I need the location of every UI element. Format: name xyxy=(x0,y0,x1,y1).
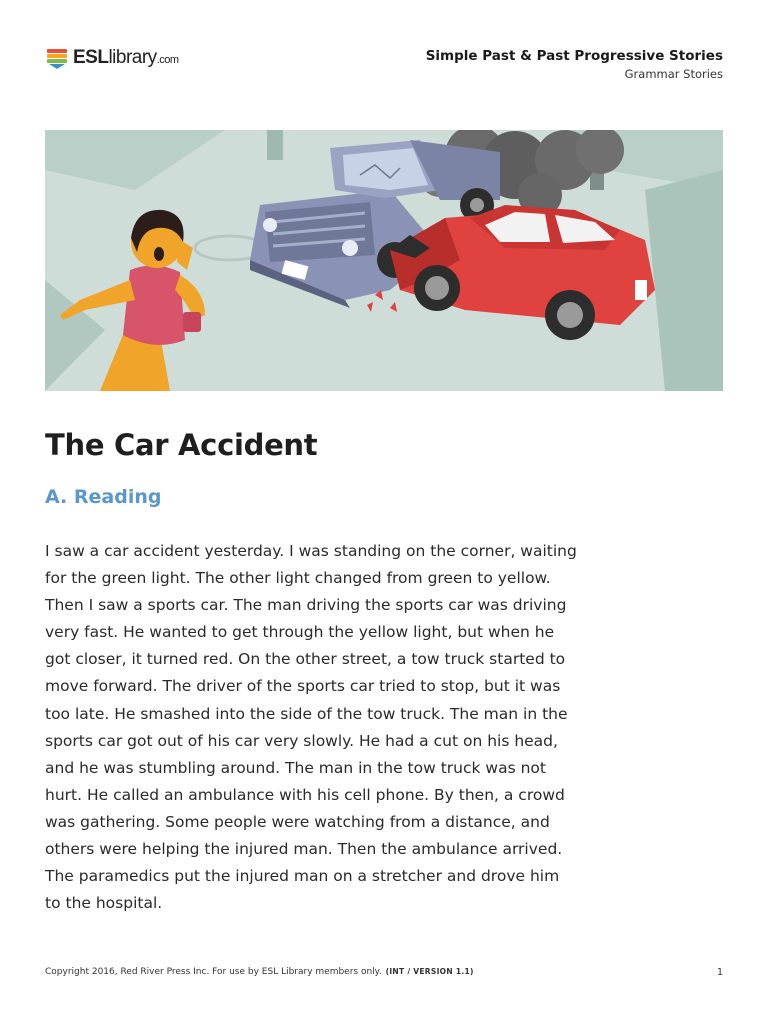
version-label: (INT / VERSION 1.1) xyxy=(385,967,474,976)
logo-word: library xyxy=(108,47,157,68)
header-subtitle: Grammar Stories xyxy=(624,67,723,81)
story-line: very fast. He wanted to get through the yellow light, but when he xyxy=(45,623,555,642)
story-line: to the hospital. xyxy=(45,894,163,913)
story-line: for the green light. The other light changed from green to yellow. xyxy=(45,569,551,588)
footer-copyright xyxy=(45,967,474,977)
woman-figure xyxy=(60,210,205,391)
reading-passage xyxy=(45,538,605,917)
story-line: sports car got out of his car very slowly. He had a cut on his head, xyxy=(45,731,558,750)
copyright-text: Copyright 2016, Red River Press Inc. For use by ESL Library members only. xyxy=(45,967,382,977)
header-title: Simple Past & Past Progressive Stories xyxy=(425,48,723,64)
story-line: I saw a car accident yesterday. I was standing on the corner, waiting xyxy=(45,542,577,560)
car-accident-illustration xyxy=(45,130,723,391)
logo-suffix: .com xyxy=(156,54,179,66)
logo-text xyxy=(73,47,179,69)
story-line: move forward. The driver of the sports car tried to stop, but it was xyxy=(45,677,561,696)
story-line: Then I saw a sports car. The man driving the sports car was driving xyxy=(45,596,567,615)
sports-car xyxy=(390,205,655,340)
header-info xyxy=(426,48,723,81)
page-title: The Car Accident xyxy=(45,428,318,462)
story-line: too late. He smashed into the side of the tow truck. The man in the xyxy=(45,704,568,723)
story-line: others were helping the injured man. Then the ambulance arrived. xyxy=(45,840,563,859)
story-line: was gathering. Some people were watching from a distance, and xyxy=(45,812,550,831)
story-line: and he was stumbling around. The man in the tow truck was not xyxy=(45,758,546,777)
esl-library-logo xyxy=(45,46,179,70)
logo-brand: ESL xyxy=(73,47,109,68)
books-logo-icon xyxy=(45,46,69,70)
story-line: got closer, it turned red. On the other street, a tow truck started to xyxy=(45,650,566,669)
story-line: hurt. He called an ambulance with his cell phone. By then, a crowd xyxy=(45,785,565,804)
page-number: 1 xyxy=(716,967,723,978)
section-heading-reading: A. Reading xyxy=(45,486,162,508)
story-line: The paramedics put the injured man on a stretcher and drove him xyxy=(45,867,560,886)
